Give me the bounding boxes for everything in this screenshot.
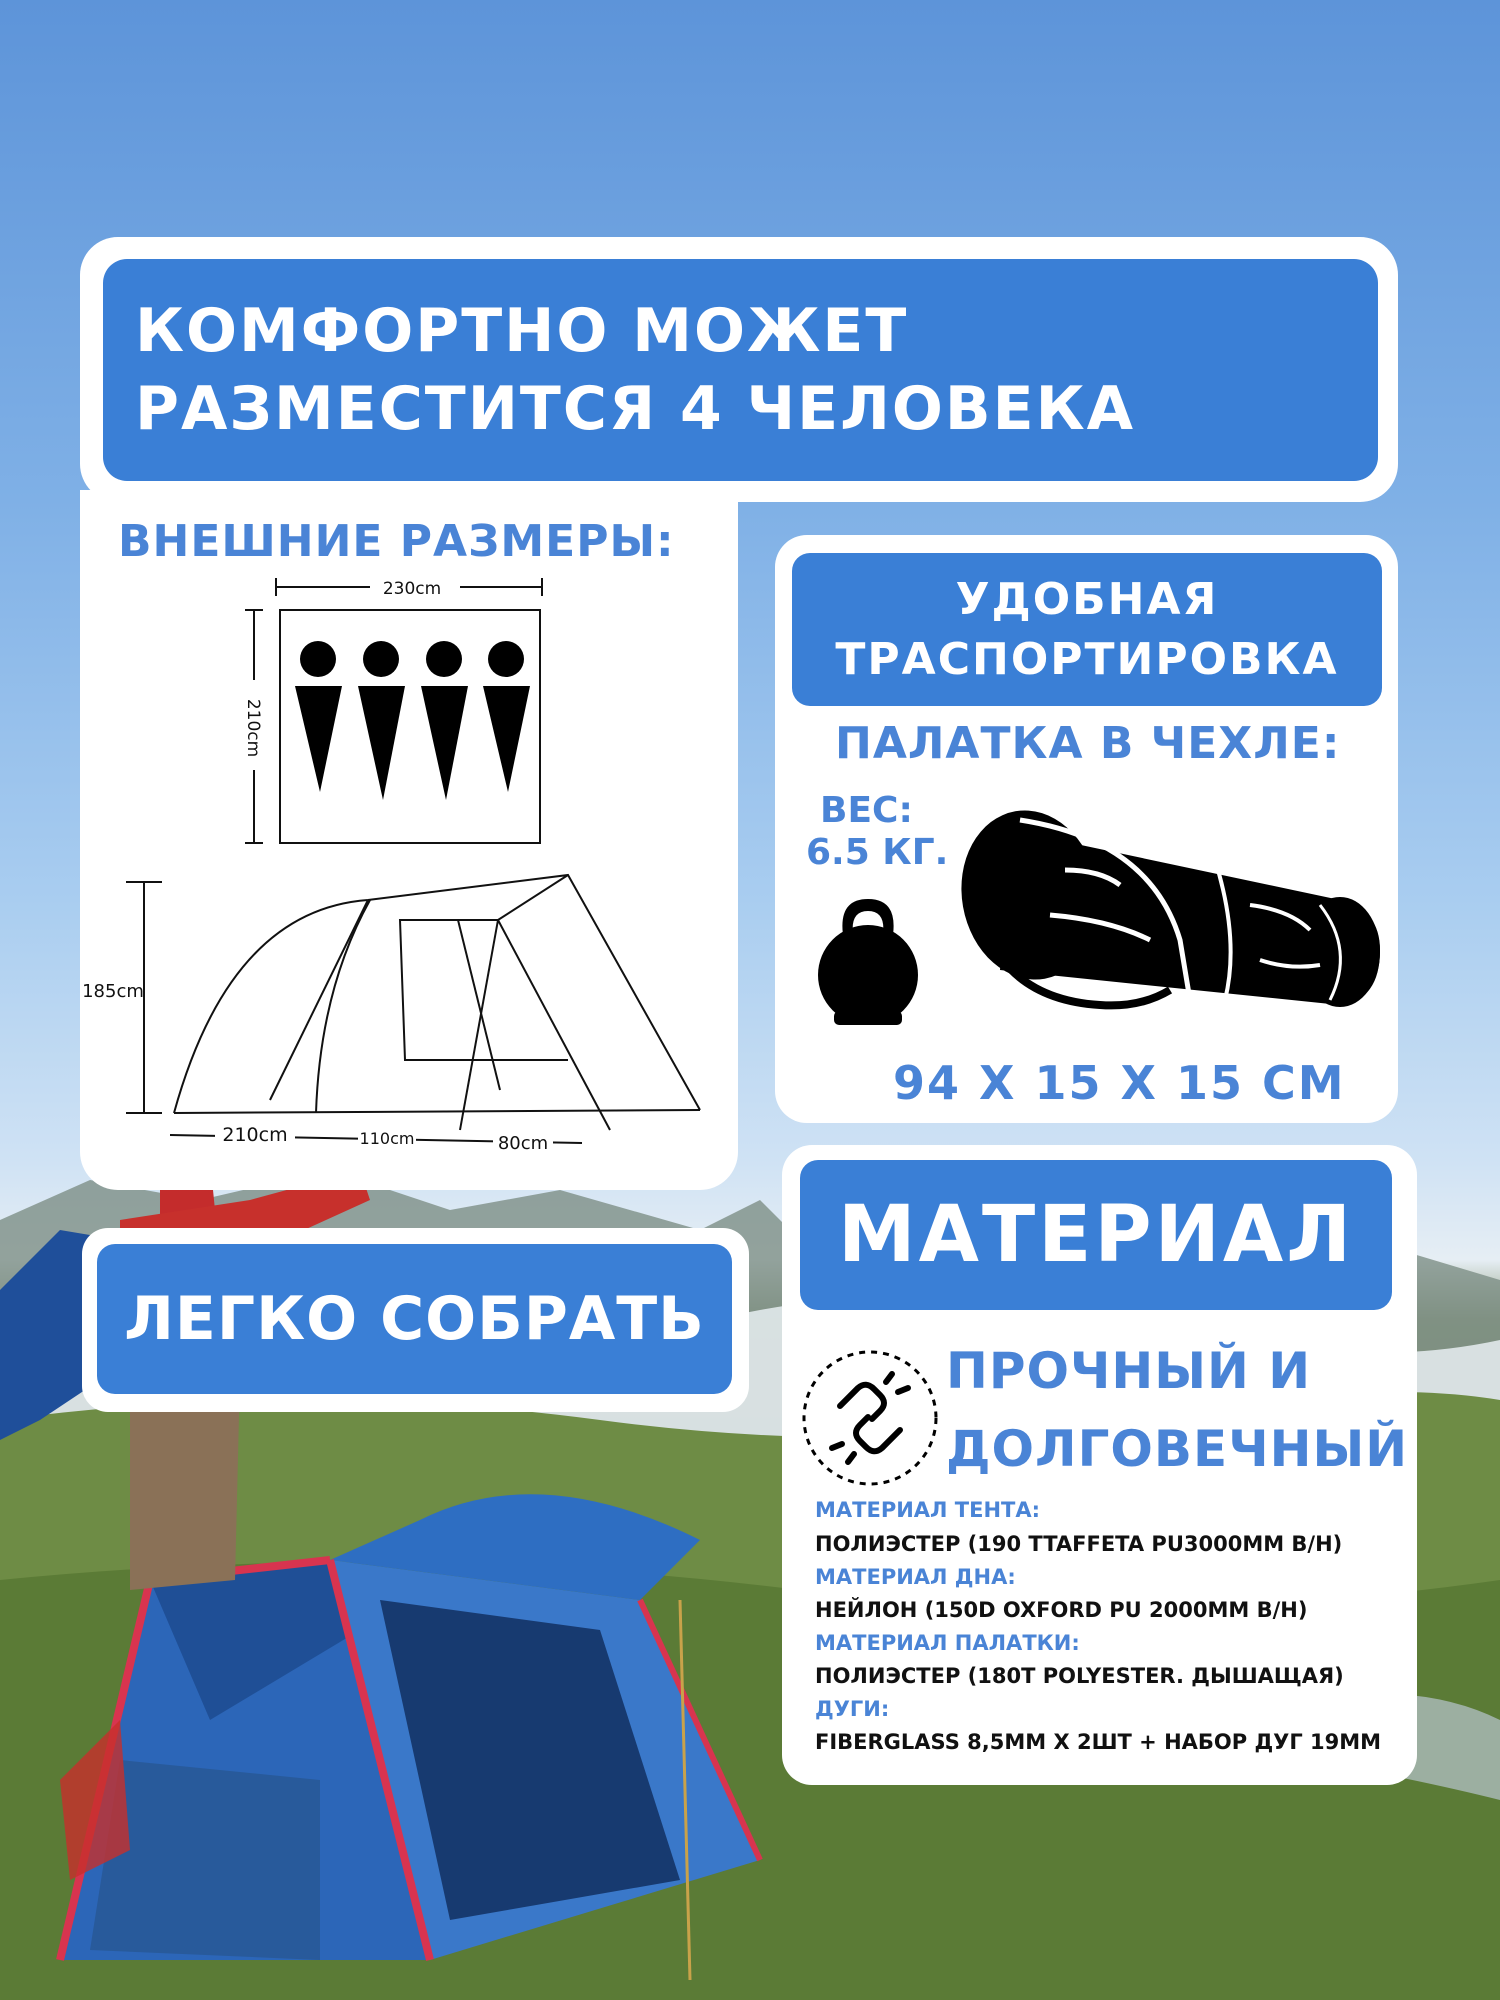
- top-depth-label: 210cm: [243, 698, 263, 758]
- dimensions-title: ВНЕШНИЕ РАЗМЕРЫ:: [118, 516, 675, 567]
- transport-title-line-1: УДОБНАЯ: [955, 574, 1219, 626]
- side-a-label: 210cm: [222, 1124, 288, 1146]
- transport-subtitle: ПАЛАТКА В ЧЕХЛЕ:: [835, 718, 1341, 769]
- side-view: [126, 875, 700, 1143]
- spec-value-awning: ПОЛИЭСТЕР (190 TTAFFETA PU3000ММ В/Н): [815, 1532, 1343, 1556]
- spec-label-floor: МАТЕРИАЛ ДНА:: [815, 1565, 1016, 1589]
- spec-value-poles: FIBERGLASS 8,5ММ Х 2ШТ + НАБОР ДУГ 19ММ: [815, 1730, 1382, 1754]
- header-line-2: РАЗМЕСТИТСЯ 4 ЧЕЛОВЕКА: [135, 374, 1136, 444]
- side-b-label: 110cm: [359, 1129, 415, 1148]
- height-label: 185cm: [82, 981, 144, 1002]
- weight-value: 6.5 КГ.: [806, 832, 949, 873]
- bag-size: 94 X 15 X 15 СМ: [893, 1056, 1346, 1110]
- tent-dimensions-diagram: [80, 570, 738, 1180]
- assembly-label: ЛЕГКО СОБРАТЬ: [124, 1284, 705, 1354]
- header-banner: [103, 259, 1378, 481]
- spec-label-awning: МАТЕРИАЛ ТЕНТА:: [815, 1498, 1041, 1522]
- person-icon: [421, 641, 468, 800]
- material-banner: [800, 1160, 1392, 1310]
- rolled-tent-bag-icon: [960, 800, 1385, 1015]
- weight-label: ВЕС:: [820, 790, 913, 831]
- side-c-label: 80cm: [497, 1133, 549, 1154]
- broken-chain-icon: [800, 1348, 940, 1488]
- person-icon: [483, 641, 530, 792]
- top-width-label: 230cm: [382, 579, 442, 599]
- header-line-1: КОМФОРТНО МОЖЕТ: [135, 296, 909, 366]
- spec-label-tent: МАТЕРИАЛ ПАЛАТКИ:: [815, 1631, 1080, 1655]
- spec-value-floor: НЕЙЛОН (150D OXFORD PU 2000ММ В/Н): [815, 1598, 1308, 1622]
- material-subtitle-line-1: ПРОЧНЫЙ И: [946, 1342, 1312, 1400]
- assembly-banner: [97, 1244, 732, 1394]
- spec-label-poles: ДУГИ:: [815, 1697, 890, 1721]
- person-icon: [295, 641, 342, 792]
- people-icons: [295, 641, 530, 800]
- person-icon: [358, 641, 405, 800]
- transport-banner: [792, 553, 1382, 706]
- material-title: МАТЕРИАЛ: [837, 1190, 1355, 1280]
- kettlebell-icon: [812, 893, 924, 1025]
- transport-title-line-2: ТРАСПОРТИРОВКА: [835, 633, 1339, 685]
- material-subtitle-line-2: ДОЛГОВЕЧНЫЙ: [946, 1420, 1409, 1478]
- spec-value-tent: ПОЛИЭСТЕР (180T POLYESTER. ДЫШАЩАЯ): [815, 1664, 1344, 1688]
